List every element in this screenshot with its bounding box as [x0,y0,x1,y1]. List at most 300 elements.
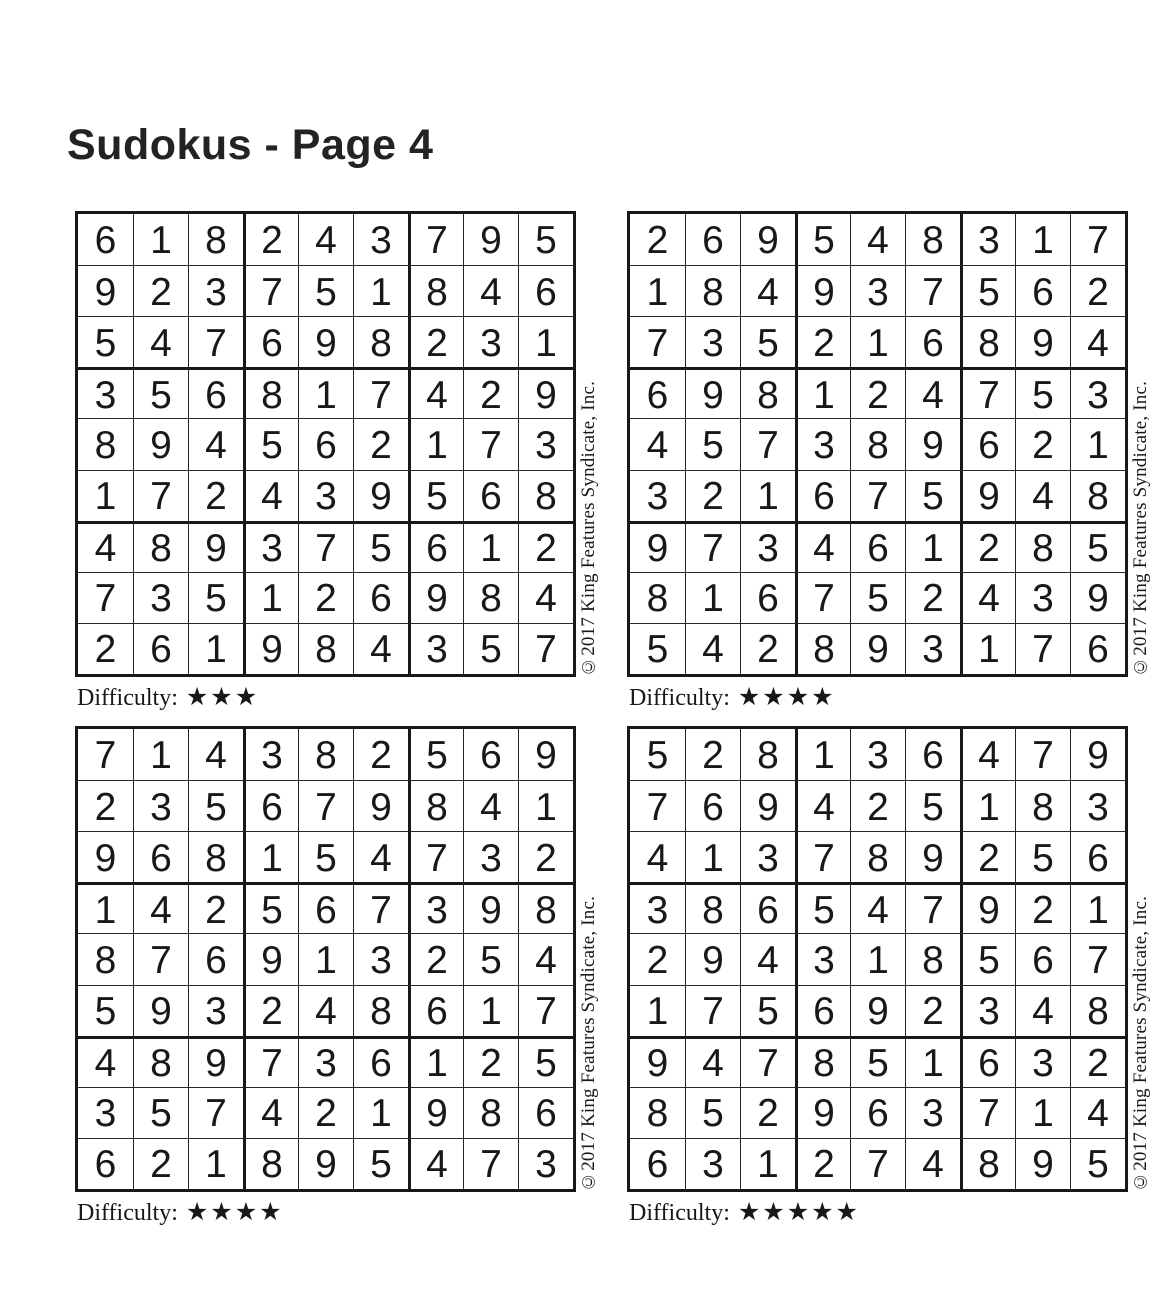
sudoku-cell: 8 [850,831,905,882]
sudoku-cell: 4 [685,1036,740,1087]
sudoku-cell: 7 [243,265,298,316]
sudoku-cell: 6 [685,780,740,831]
sudoku-cell: 3 [353,214,408,265]
difficulty-label: Difficulty: [77,1200,178,1226]
sudoku-cell: 5 [243,418,298,469]
sudoku-grid [627,211,1128,677]
sudoku-cell: 9 [630,1036,685,1087]
sudoku-cell: 1 [630,985,685,1036]
sudoku-cell: 9 [353,470,408,521]
sudoku-grid [75,726,576,1192]
sudoku-cell: 6 [353,1036,408,1087]
sudoku-cell: 2 [960,521,1015,572]
sudoku-cell: 8 [1015,521,1070,572]
sudoku-cell: 5 [685,1087,740,1138]
sudoku-cell: 6 [795,470,850,521]
sudoku-cell: 4 [78,521,133,572]
sudoku-cell: 7 [630,316,685,367]
sudoku-cell: 7 [740,1036,795,1087]
sudoku-cell: 6 [905,729,960,780]
sudoku-cell: 7 [1070,933,1125,984]
sudoku-cell: 7 [960,1087,1015,1138]
sudoku-cell: 9 [850,985,905,1036]
sudoku-cell: 1 [630,265,685,316]
sudoku-cell: 1 [960,623,1015,674]
sudoku-cell: 9 [685,933,740,984]
sudoku-cell: 4 [795,521,850,572]
sudoku-cell: 9 [353,780,408,831]
sudoku-cell: 1 [243,831,298,882]
sudoku-cell: 7 [850,470,905,521]
sudoku-cell: 4 [1015,985,1070,1036]
sudoku-cell: 6 [463,729,518,780]
sudoku-cell: 3 [630,882,685,933]
sudoku-cell: 8 [905,933,960,984]
sudoku-cell: 9 [905,418,960,469]
sudoku-cell: 7 [78,572,133,623]
sudoku-cell: 6 [133,831,188,882]
sudoku-cell: 2 [78,623,133,674]
sudoku-cell: 9 [408,572,463,623]
sudoku-cell: 2 [298,1087,353,1138]
sudoku-cell: 6 [905,316,960,367]
sudoku-cell: 1 [685,831,740,882]
sudoku-cell: 2 [188,470,243,521]
sudoku-cell: 6 [518,1087,573,1138]
sudoku-cell: 7 [905,882,960,933]
sudoku-cell: 8 [353,985,408,1036]
sudoku-cell: 7 [795,831,850,882]
sudoku-cell: 5 [1070,521,1125,572]
sudoku-cell: 3 [353,933,408,984]
sudoku-cell: 1 [1015,1087,1070,1138]
sudoku-cell: 8 [78,933,133,984]
sudoku-cell: 1 [740,1138,795,1189]
sudoku-cell: 9 [188,521,243,572]
sudoku-cell: 2 [850,367,905,418]
sudoku-cell: 9 [463,214,518,265]
sudoku-cell: 6 [1015,265,1070,316]
sudoku-cell: 2 [243,985,298,1036]
sudoku-cell: 1 [133,214,188,265]
sudoku-cell: 8 [685,882,740,933]
sudoku-cell: 5 [353,1138,408,1189]
sudoku-cell: 2 [1070,1036,1125,1087]
sudoku-cell: 5 [463,933,518,984]
sudoku-cell: 9 [1015,316,1070,367]
sudoku-cell: 2 [353,418,408,469]
sudoku-cell: 3 [1070,367,1125,418]
sudoku-cell: 4 [518,572,573,623]
sudoku-cell: 1 [518,316,573,367]
sudoku-cell: 6 [795,985,850,1036]
sudoku-cell: 5 [646,734,669,778]
sudoku-cell: 3 [795,933,850,984]
sudoku-cell: 1 [850,316,905,367]
sudoku-cell: 9 [905,831,960,882]
sudoku-cell: 4 [850,882,905,933]
sudoku-cell: 9 [685,367,740,418]
sudoku-cell: 5 [78,985,133,1036]
sudoku-cell: 9 [408,1087,463,1138]
sudoku-cell: 5 [850,572,905,623]
sudoku-cell: 7 [850,1138,905,1189]
sudoku-cell: 5 [850,1036,905,1087]
sudoku-cell: 1 [463,985,518,1036]
sudoku-cell: 7 [243,1036,298,1087]
sudoku-cell: 3 [298,470,353,521]
sudoku-cell: 6 [78,1138,133,1189]
sudoku-cell: 3 [850,265,905,316]
sudoku-cell: 4 [243,470,298,521]
sudoku-cell: 9 [133,985,188,1036]
difficulty-stars: ★★★★ [185,1199,284,1226]
sudoku-cell: 7 [408,831,463,882]
sudoku-cell: 2 [960,831,1015,882]
sudoku-cell: 7 [740,418,795,469]
sudoku-cell: 1 [960,780,1015,831]
sudoku-cell: 1 [353,265,408,316]
sudoku-cell: 4 [408,367,463,418]
sudoku-cell: 6 [243,780,298,831]
sudoku-cell: 1 [740,470,795,521]
sudoku-cell: 9 [518,367,573,418]
sudoku-cell: 7 [133,470,188,521]
sudoku-cell: 6 [408,521,463,572]
sudoku-cell: 5 [795,882,850,933]
sudoku-cell: 8 [243,1138,298,1189]
sudoku-cell: 2 [685,470,740,521]
sudoku-cell: 8 [78,418,133,469]
sudoku-cell: 5 [1070,1138,1125,1189]
sudoku-cell: 9 [795,265,850,316]
sudoku-cell: 5 [518,214,573,265]
sudoku-cell: 6 [960,418,1015,469]
sudoku-cell: 5 [1015,367,1070,418]
sudoku-grid [75,211,576,677]
sudoku-cell: 2 [518,521,573,572]
sudoku-cell: 8 [795,623,850,674]
sudoku-cell: 4 [298,985,353,1036]
sudoku-cell: 4 [1070,1087,1125,1138]
sudoku-cell: 1 [188,623,243,674]
sudoku-cell: 2 [905,572,960,623]
sudoku-cell: 5 [188,572,243,623]
sudoku-cell: 6 [188,933,243,984]
sudoku-cell: 1 [905,521,960,572]
sudoku-cell: 6 [94,219,117,263]
sudoku-cell: 1 [795,367,850,418]
sudoku-cell: 7 [1015,623,1070,674]
sudoku-cell: 2 [905,985,960,1036]
sudoku-cell: 9 [188,1036,243,1087]
sudoku-cell: 8 [518,470,573,521]
sudoku-cell: 6 [630,367,685,418]
sudoku-cell: 1 [905,1036,960,1087]
page-title: Sudokus - Page 4 [67,121,434,169]
sudoku-cell: 8 [518,882,573,933]
sudoku-cell: 1 [518,780,573,831]
sudoku-cell: 7 [94,734,117,778]
sudoku-cell: 6 [850,1087,905,1138]
sudoku-cell: 8 [630,572,685,623]
sudoku-cell: 8 [960,316,1015,367]
sudoku-cell: 5 [408,470,463,521]
sudoku-cell: 3 [850,729,905,780]
sudoku-cell: 2 [188,882,243,933]
sudoku-cell: 3 [133,572,188,623]
sudoku-cell: 3 [1070,780,1125,831]
sudoku-cell: 7 [960,367,1015,418]
difficulty-label: Difficulty: [629,685,730,711]
sudoku-cell: 3 [1015,1036,1070,1087]
sudoku-cell: 1 [243,572,298,623]
sudoku-cell: 2 [353,729,408,780]
sudoku-cell: 6 [188,367,243,418]
sudoku-cell: 3 [408,623,463,674]
sudoku-cell: 4 [298,214,353,265]
sudoku-cell: 8 [463,572,518,623]
sudoku-cell: 2 [298,572,353,623]
sudoku-cell: 2 [740,623,795,674]
sudoku-cell: 7 [408,214,463,265]
sudoku-cell: 9 [740,214,795,265]
difficulty-label: Difficulty: [77,685,178,711]
sudoku-cell: 7 [685,521,740,572]
sudoku-cell: 3 [960,214,1015,265]
sudoku-cell: 1 [298,367,353,418]
sudoku-cell: 6 [1015,933,1070,984]
sudoku-cell: 8 [1070,985,1125,1036]
sudoku-cell: 7 [298,780,353,831]
sudoku-cell: 8 [1070,470,1125,521]
sudoku-cell: 5 [243,882,298,933]
sudoku-cell: 6 [463,470,518,521]
sudoku-cell: 1 [685,572,740,623]
sudoku-cell: 2 [630,933,685,984]
sudoku-cell: 6 [518,265,573,316]
sudoku-cell: 4 [463,780,518,831]
sudoku-cell: 2 [133,265,188,316]
sudoku-cell: 5 [298,265,353,316]
sudoku-cell: 3 [188,265,243,316]
sudoku-cell: 1 [1070,882,1125,933]
sudoku-cell: 5 [133,1087,188,1138]
sudoku-cell: 3 [685,316,740,367]
sudoku-cell: 5 [795,214,850,265]
sudoku-cell: 3 [78,367,133,418]
sudoku-cell: 8 [630,1087,685,1138]
sudoku-cell: 5 [740,985,795,1036]
sudoku-cell: 4 [353,623,408,674]
sudoku-cell: 8 [795,1036,850,1087]
sudoku-cell: 5 [905,470,960,521]
sudoku-cell: 7 [353,367,408,418]
sudoku-cell: 6 [133,623,188,674]
sudoku-cell: 8 [685,265,740,316]
sudoku-cell: 7 [518,623,573,674]
sudoku-cell: 8 [133,521,188,572]
sudoku-cell: 3 [133,780,188,831]
sudoku-cell: 9 [243,623,298,674]
sudoku-cell: 9 [518,729,573,780]
sudoku-cell: 2 [78,780,133,831]
sudoku-cell: 4 [243,1087,298,1138]
difficulty-row [77,1197,284,1227]
sudoku-cell: 5 [78,316,133,367]
sudoku-cell: 7 [685,985,740,1036]
sudoku-cell: 8 [133,1036,188,1087]
sudoku-cell: 4 [353,831,408,882]
sudoku-cell: 5 [353,521,408,572]
sudoku-cell: 3 [905,623,960,674]
sudoku-cell: 6 [685,214,740,265]
sudoku-cell: 2 [1070,265,1125,316]
sudoku-cell: 4 [463,265,518,316]
sudoku-cell: 3 [463,831,518,882]
sudoku-cell: 3 [795,418,850,469]
sudoku-cell: 6 [298,882,353,933]
sudoku-cell: 9 [960,882,1015,933]
sudoku-cell: 4 [850,214,905,265]
difficulty-label: Difficulty: [629,1200,730,1226]
sudoku-cell: 7 [518,985,573,1036]
sudoku-cell: 7 [298,521,353,572]
copyright-notice: ©2017 King Features Syndicate, Inc. [1130,895,1151,1192]
sudoku-cell: 3 [518,1138,573,1189]
sudoku-cell: 1 [188,1138,243,1189]
sudoku-cell: 8 [740,367,795,418]
sudoku-cell: 4 [133,882,188,933]
sudoku-cell: 6 [353,572,408,623]
sudoku-cell: 4 [960,572,1015,623]
sudoku-cell: 5 [905,780,960,831]
sudoku-cell: 7 [905,265,960,316]
sudoku-cell: 2 [1015,882,1070,933]
sudoku-cell: 2 [646,219,669,263]
sudoku-cell: 1 [78,470,133,521]
sudoku-cell: 9 [133,418,188,469]
sudoku-cell: 2 [850,780,905,831]
copyright-notice: ©2017 King Features Syndicate, Inc. [1130,380,1151,677]
sudoku-cell: 5 [960,933,1015,984]
sudoku-cell: 4 [188,729,243,780]
sudoku-cell: 2 [408,316,463,367]
sudoku-cell: 3 [685,1138,740,1189]
sudoku-cell: 2 [463,367,518,418]
sudoku-cell: 2 [795,316,850,367]
sudoku-cell: 7 [795,572,850,623]
sudoku-cell: 1 [850,933,905,984]
sudoku-cell: 7 [463,418,518,469]
sudoku-cell: 4 [1070,316,1125,367]
sudoku-cell: 6 [740,572,795,623]
sudoku-cell: 5 [518,1036,573,1087]
sudoku-cell: 4 [133,316,188,367]
sudoku-cell: 1 [1015,214,1070,265]
sudoku-cell: 6 [960,1036,1015,1087]
sudoku-cell: 2 [243,214,298,265]
sudoku-cell: 9 [78,265,133,316]
sudoku-cell: 6 [740,882,795,933]
sudoku-cell: 8 [905,214,960,265]
sudoku-cell: 9 [630,521,685,572]
sudoku-cell: 8 [353,316,408,367]
sudoku-cell: 3 [188,985,243,1036]
sudoku-cell: 6 [850,521,905,572]
sudoku-cell: 3 [78,1087,133,1138]
sudoku-cell: 5 [463,623,518,674]
sudoku-cell: 3 [463,316,518,367]
sudoku-cell: 8 [408,780,463,831]
sudoku-cell: 5 [298,831,353,882]
sudoku-cell: 2 [685,729,740,780]
sudoku-cell: 9 [740,780,795,831]
sudoku-cell: 4 [685,623,740,674]
sudoku-cell: 9 [795,1087,850,1138]
sudoku-cell: 6 [1070,831,1125,882]
sudoku-cell: 4 [740,265,795,316]
sudoku-cell: 1 [408,418,463,469]
sudoku-cell: 6 [243,316,298,367]
sudoku-cell: 9 [1070,729,1125,780]
sudoku-cell: 3 [905,1087,960,1138]
sudoku-cell: 3 [960,985,1015,1036]
sudoku-cell: 1 [133,729,188,780]
sudoku-cell: 3 [518,418,573,469]
sudoku-cell: 1 [463,521,518,572]
sudoku-cell: 3 [740,831,795,882]
sudoku-cell: 6 [630,1138,685,1189]
sudoku-cell: 9 [960,470,1015,521]
sudoku-cell: 1 [408,1036,463,1087]
sudoku-cell: 4 [518,933,573,984]
sudoku-cell: 4 [795,780,850,831]
sudoku-cell: 7 [463,1138,518,1189]
sudoku-cell: 8 [408,265,463,316]
sudoku-cell: 9 [463,882,518,933]
sudoku-cell: 3 [243,521,298,572]
sudoku-cell: 9 [298,1138,353,1189]
sudoku-cell: 8 [243,367,298,418]
sudoku-cell: 7 [630,780,685,831]
sudoku-cell: 5 [188,780,243,831]
sudoku-cell: 5 [740,316,795,367]
sudoku-cell: 9 [850,623,905,674]
sudoku-cell: 2 [408,933,463,984]
sudoku-cell: 3 [298,1036,353,1087]
sudoku-cell: 9 [1070,572,1125,623]
sudoku-cell: 8 [850,418,905,469]
copyright-notice: ©2017 King Features Syndicate, Inc. [578,895,599,1192]
sudoku-cell: 3 [408,882,463,933]
sudoku-cell: 7 [188,316,243,367]
sudoku-cell: 8 [188,831,243,882]
sudoku-cell: 4 [905,367,960,418]
sudoku-cell: 6 [298,418,353,469]
sudoku-cell: 3 [1015,572,1070,623]
sudoku-cell: 4 [740,933,795,984]
sudoku-cell: 5 [1015,831,1070,882]
sudoku-cell: 2 [1015,418,1070,469]
difficulty-row [77,682,259,712]
sudoku-cell: 9 [78,831,133,882]
sudoku-cell: 9 [243,933,298,984]
sudoku-cell: 4 [960,729,1015,780]
sudoku-cell: 7 [353,882,408,933]
sudoku-cell: 4 [78,1036,133,1087]
sudoku-cell: 1 [78,882,133,933]
